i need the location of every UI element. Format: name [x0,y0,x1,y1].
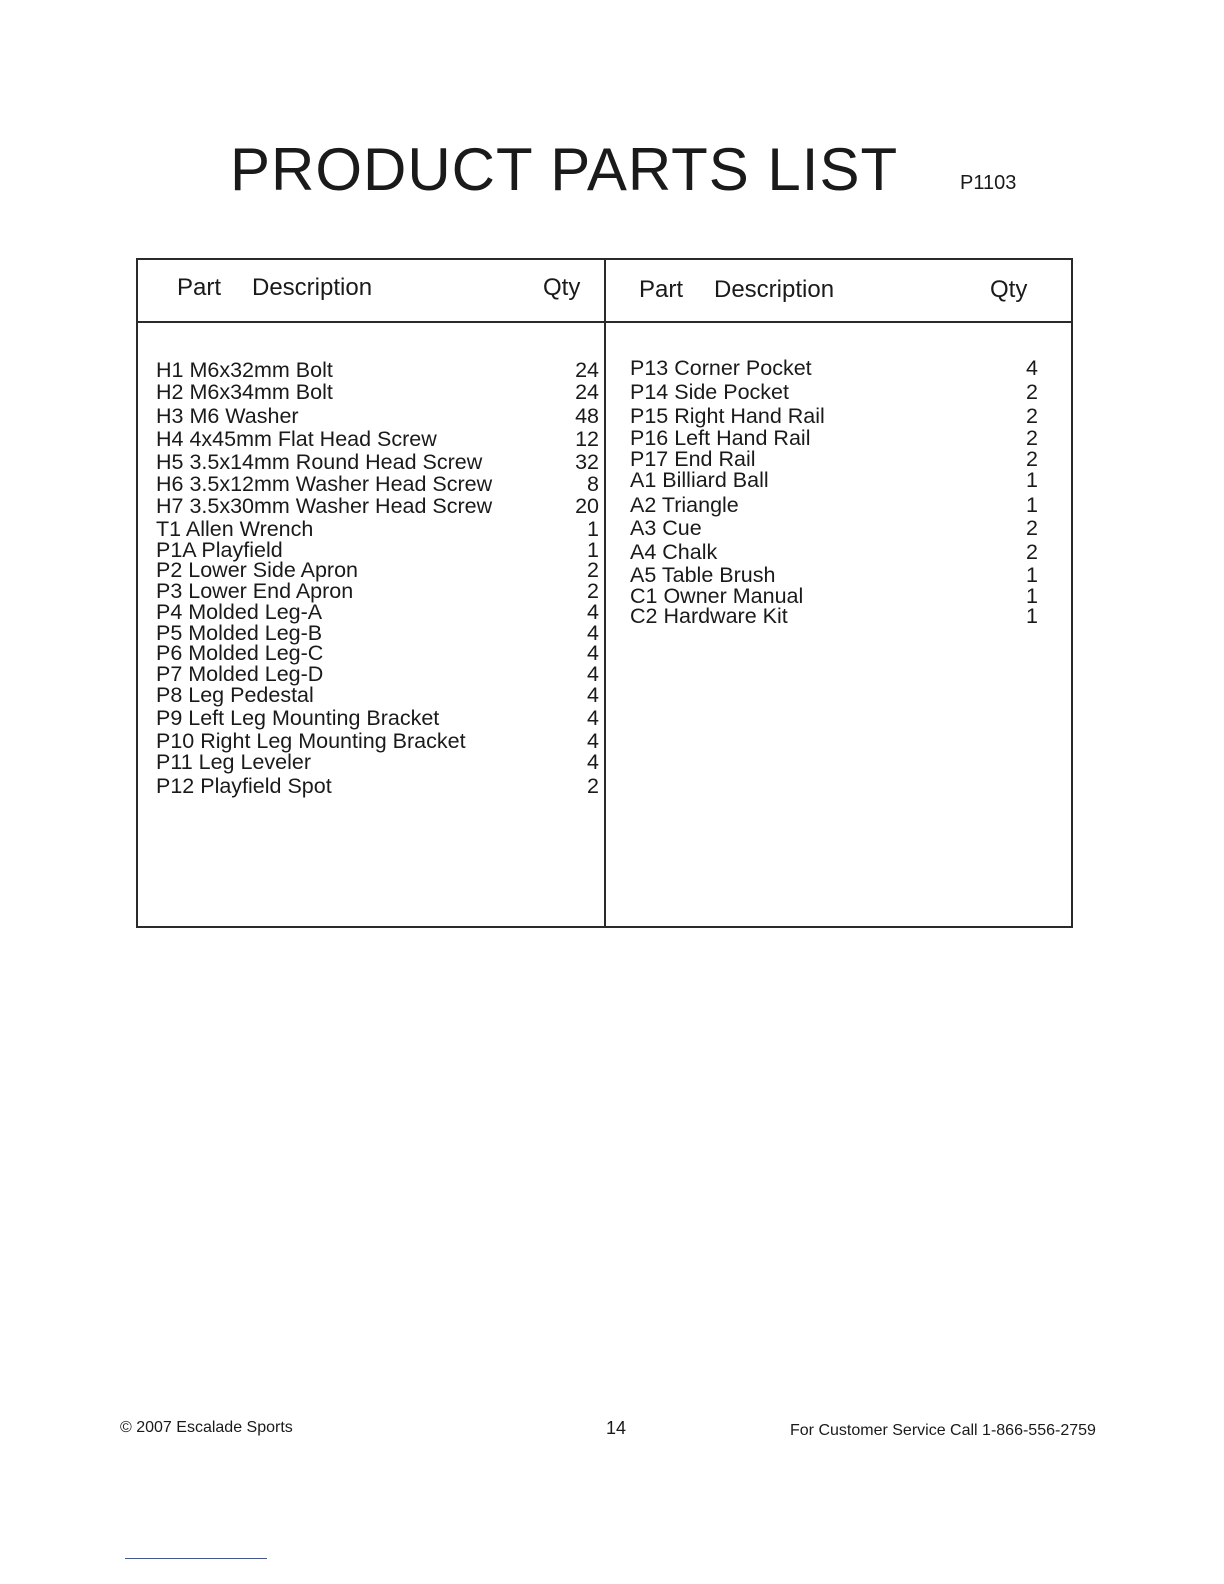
right-header-description: Description [714,276,835,303]
left-item-qty-5: 32 [575,450,599,474]
right-item-qty-3: 2 [1026,404,1038,428]
right-item-qty-7: 1 [1026,493,1038,517]
left-item-14: P6 Molded Leg-C [156,641,324,665]
left-item-7: H7 3.5x30mm Washer Head Screw [156,494,493,518]
right-item-qty-1: 4 [1026,356,1038,380]
left-item-qty-3: 48 [575,404,599,428]
left-item-3: H3 M6 Washer [156,404,299,428]
right-item-5: P17 End Rail [630,447,756,471]
right-item-qty-11: 1 [1026,584,1038,608]
right-item-12: C2 Hardware Kit [630,604,788,628]
left-item-16: P8 Leg Pedestal [156,683,314,707]
left-item-qty-14: 4 [587,641,599,665]
left-item-11: P3 Lower End Apron [156,579,354,603]
left-item-qty-10: 2 [587,558,599,582]
left-item-qty-1: 24 [575,358,599,382]
right-item-qty-5: 2 [1026,447,1038,471]
right-item-qty-10: 1 [1026,563,1038,587]
header-divider [136,321,1073,323]
left-item-qty-7: 20 [575,494,599,518]
right-item-qty-2: 2 [1026,380,1038,404]
left-item-qty-2: 24 [575,380,599,404]
left-item-qty-11: 2 [587,579,599,603]
left-item-1: H1 M6x32mm Bolt [156,358,333,382]
right-item-qty-8: 2 [1026,516,1038,540]
left-item-19: P11 Leg Leveler [156,750,311,774]
left-item-qty-15: 4 [587,662,599,686]
right-item-11: C1 Owner Manual [630,584,804,608]
left-item-qty-6: 8 [587,472,599,496]
left-item-qty-4: 12 [575,427,599,451]
copyright: © 2007 Escalade Sports [120,1419,293,1436]
right-item-qty-9: 2 [1026,540,1038,564]
left-item-qty-9: 1 [587,538,599,562]
left-item-13: P5 Molded Leg-B [156,621,323,645]
left-header-description: Description [252,274,373,301]
page-title: PRODUCT PARTS LIST [230,136,899,203]
right-item-qty-12: 1 [1026,604,1038,628]
left-item-2: H2 M6x34mm Bolt [156,380,333,404]
model-number: P1103 [960,172,1017,194]
right-item-4: P16 Left Hand Rail [630,426,811,450]
left-item-qty-8: 1 [587,517,599,541]
right-item-6: A1 Billiard Ball [630,468,769,492]
right-header-qty: Qty [990,276,1028,303]
customer-service: For Customer Service Call 1-866-556-2759 [790,1422,1096,1439]
column-divider [604,258,606,928]
right-item-9: A4 Chalk [630,540,718,564]
right-item-1: P13 Corner Pocket [630,356,812,380]
left-item-4: H4 4x45mm Flat Head Screw [156,427,437,451]
underline-decoration [125,1558,267,1559]
left-item-qty-12: 4 [587,600,599,624]
left-item-15: P7 Molded Leg-D [156,662,324,686]
left-item-qty-13: 4 [587,621,599,645]
right-header-part: Part [639,276,684,303]
left-item-12: P4 Molded Leg-A [156,600,323,624]
left-item-9: P1A Playfield [156,538,283,562]
left-item-qty-16: 4 [587,683,599,707]
left-item-10: P2 Lower Side Apron [156,558,358,582]
right-item-3: P15 Right Hand Rail [630,404,825,428]
left-header-part: Part [177,274,222,301]
page-number: 14 [606,1418,627,1438]
left-item-5: H5 3.5x14mm Round Head Screw [156,450,483,474]
right-item-10: A5 Table Brush [630,563,776,587]
left-item-qty-17: 4 [587,706,599,730]
right-item-qty-6: 1 [1026,468,1038,492]
right-item-8: A3 Cue [630,516,702,540]
left-item-qty-18: 4 [587,729,599,753]
left-item-20: P12 Playfield Spot [156,774,332,798]
left-header-qty: Qty [543,274,581,301]
left-item-qty-19: 4 [587,750,599,774]
left-item-18: P10 Right Leg Mounting Bracket [156,729,466,753]
left-item-8: T1 Allen Wrench [156,517,314,541]
left-item-qty-20: 2 [587,774,599,798]
right-item-2: P14 Side Pocket [630,380,789,404]
right-item-qty-4: 2 [1026,426,1038,450]
left-item-6: H6 3.5x12mm Washer Head Screw [156,472,493,496]
left-item-17: P9 Left Leg Mounting Bracket [156,706,440,730]
right-item-7: A2 Triangle [630,493,739,517]
